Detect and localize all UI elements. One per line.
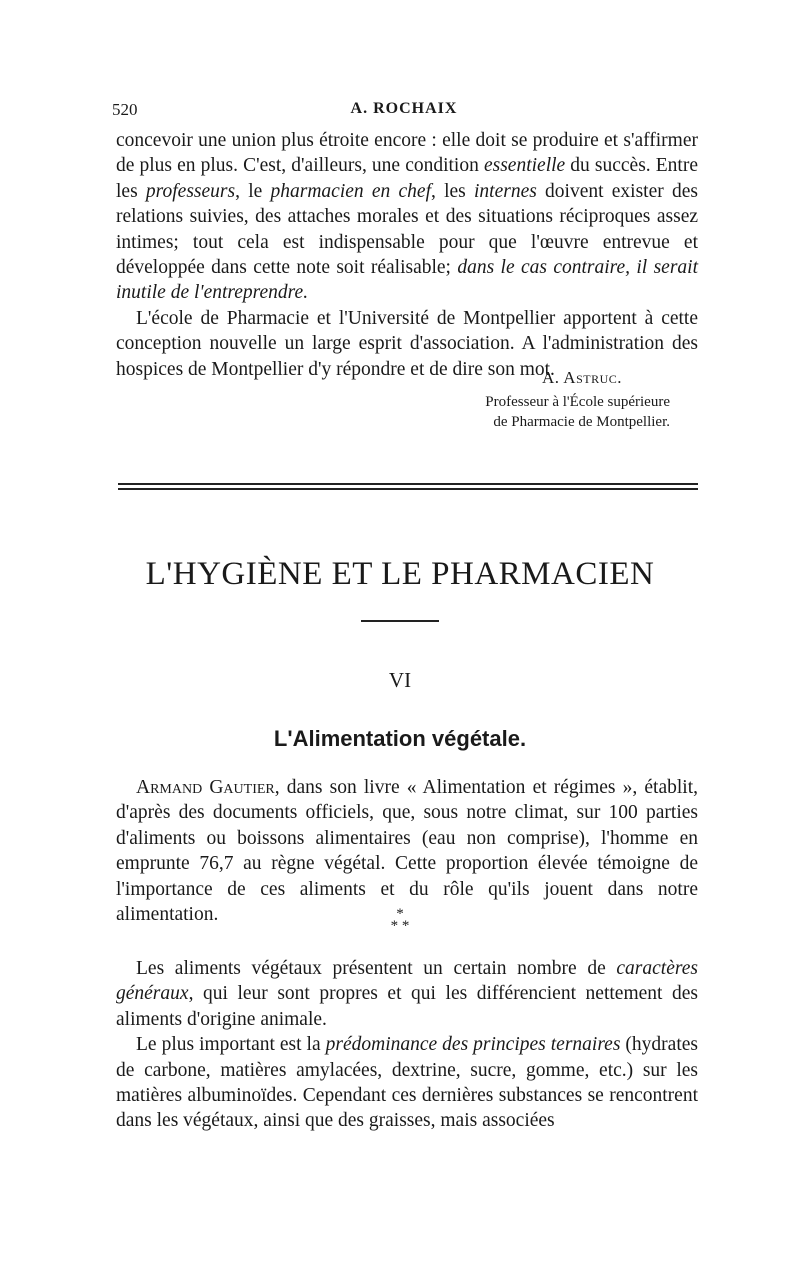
asterism: * * * bbox=[390, 906, 410, 934]
article-paragraph-1: Armand Gautier, dans son livre « Alimentation et régimes », établit, d'après des documents officiels, que, sous notre climat, sur 100 parties d'aliments ou boissons alimentaires (eau non comprise), l'homme en emprunte 76,7 au règne végétal. Cette proportion élevée témoigne de l'importance de ces aliments et du rôle qu'ils jouent dans notre alimentation. bbox=[116, 777, 699, 926]
article-text-block-1 bbox=[116, 775, 698, 927]
separator-rule-bottom bbox=[118, 488, 698, 490]
section-number: VI bbox=[388, 668, 412, 692]
page-number: 520 bbox=[112, 100, 138, 119]
article-title: L'HYGIÈNE ET LE PHARMACIEN bbox=[145, 556, 655, 592]
closing-paragraph-2: L'école de Pharmacie et l'Université de Montpellier apportent à cette conception nouvelle un large esprit d'association. A l'administration des hospices de Montpellier d'y répondre et de dire son mot. bbox=[116, 307, 698, 380]
running-head: A. ROCHAIX bbox=[350, 100, 458, 117]
article-text-block-2 bbox=[116, 956, 698, 1134]
article-paragraph-2: Les aliments végétaux présentent un certain nombre de caractères généraux, qui leur sont propres et qui les différencient nettement des aliments d'origine animale. bbox=[116, 958, 698, 1030]
signature-title: Professeur à l'École supérieure de Pharmacie de Montpellier. bbox=[485, 394, 670, 430]
closing-paragraph-1: concevoir une union plus étroite encore : elle doit se produire et s'affirmer de plus en plus. C'est, d'ailleurs, une condition essentielle du succès. Entre les professeurs, le pharmacien en chef, les internes doivent exister des relations suivies, des attaches morales et des situations réciproques assez intimes; tout cela est indispensable pour que l'œuvre entrevue et développée dans cette note soit réalisable; dans le cas contraire, il serait inutile de l'entreprendre. bbox=[116, 130, 699, 304]
section-subtitle: L'Alimentation végétale. bbox=[273, 726, 527, 751]
title-underline bbox=[361, 620, 439, 622]
closing-text-block bbox=[116, 128, 698, 382]
article-paragraph-3: Le plus important est la prédominance des principes ternaires (hydrates de carbone, matières amylacées, dextrine, sucre, gomme, etc.) sur les matières albuminoïdes. Cependant ces dernières substances se rencontrent dans les végétaux, ainsi que des graisses, mais associées bbox=[116, 1034, 698, 1132]
signature-name: A. Astruc. bbox=[541, 368, 622, 387]
separator-rule-top bbox=[118, 483, 698, 485]
page-header bbox=[112, 100, 696, 124]
